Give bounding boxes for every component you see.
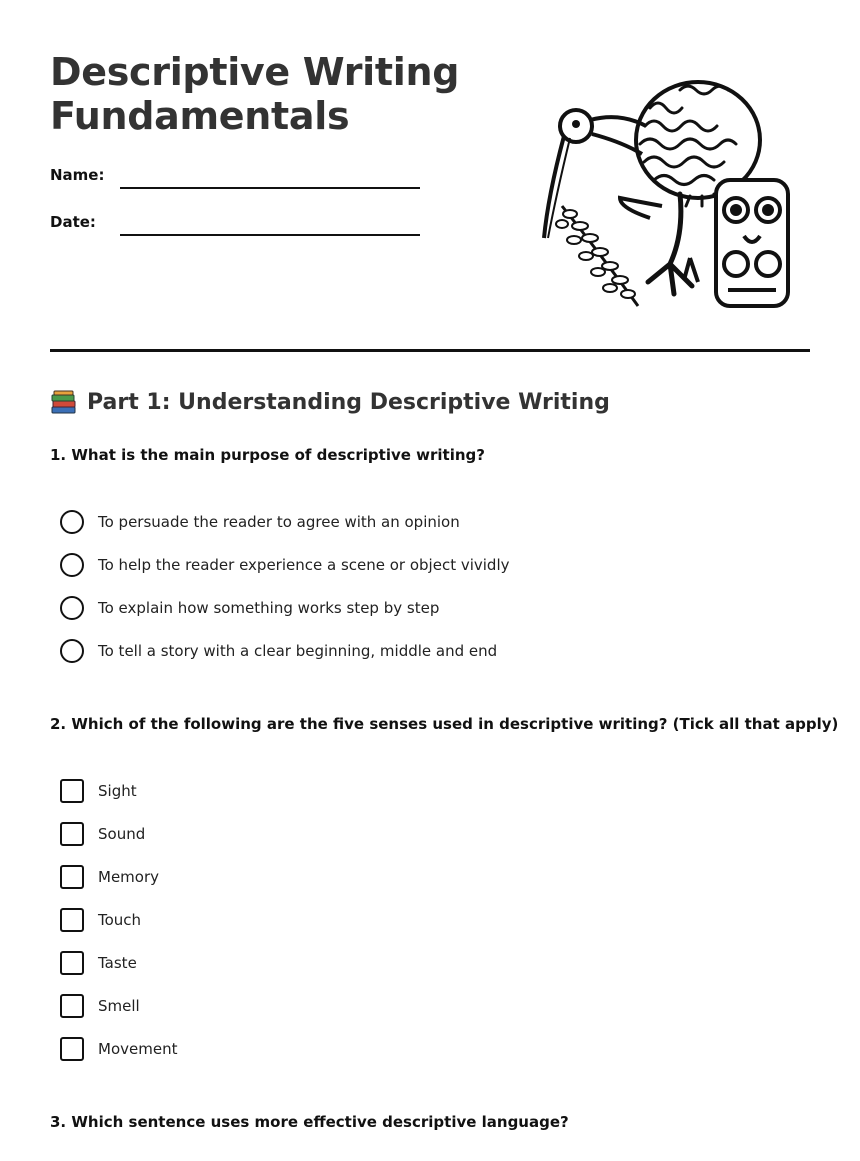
question-2: 2. Which of the following are the five senses used in descriptive writing? (Tick all that apply) <box>50 715 839 733</box>
q1-option-4-label: To tell a story with a clear beginning, middle and end <box>98 642 498 660</box>
q2-option-label: Sight <box>98 782 137 800</box>
q1-option-2[interactable] <box>60 553 510 577</box>
checkbox[interactable] <box>60 1037 84 1061</box>
q2-option-label: Smell <box>98 997 140 1015</box>
q2-option-label: Movement <box>98 1040 178 1058</box>
checkbox[interactable] <box>60 779 84 803</box>
books-icon <box>50 389 77 416</box>
checkbox[interactable] <box>60 908 84 932</box>
q2-option-taste[interactable] <box>60 951 137 975</box>
q2-option-label: Memory <box>98 868 160 886</box>
radio-button[interactable] <box>60 639 84 663</box>
q1-option-1-label: To persuade the reader to agree with an opinion <box>98 513 460 531</box>
q1-option-3[interactable] <box>60 596 439 620</box>
part-1-title: Part 1: Understanding Descriptive Writing <box>87 390 610 415</box>
worksheet-title <box>50 50 490 138</box>
q2-option-movement[interactable] <box>60 1037 177 1061</box>
part-1-heading <box>50 389 610 416</box>
q2-option-sight[interactable] <box>60 779 137 803</box>
radio-button[interactable] <box>60 596 84 620</box>
q2-option-label: Sound <box>98 825 146 843</box>
q2-option-touch[interactable] <box>60 908 141 932</box>
q1-option-1[interactable] <box>60 510 460 534</box>
radio-button[interactable] <box>60 553 84 577</box>
q2-option-memory[interactable] <box>60 865 159 889</box>
name-field[interactable] <box>120 187 420 189</box>
radio-button[interactable] <box>60 510 84 534</box>
question-3: 3. Which sentence uses more effective descriptive language? <box>50 1113 569 1131</box>
q1-option-3-label: To explain how something works step by step <box>98 599 440 617</box>
checkbox[interactable] <box>60 865 84 889</box>
q1-option-2-label: To help the reader experience a scene or object vividly <box>98 556 510 574</box>
q1-option-4[interactable] <box>60 639 497 663</box>
title-line-1: Descriptive Writing <box>50 50 460 94</box>
q2-option-sound[interactable] <box>60 822 145 846</box>
kiwi-illustration <box>540 68 796 316</box>
checkbox[interactable] <box>60 994 84 1018</box>
checkbox[interactable] <box>60 822 84 846</box>
checkbox[interactable] <box>60 951 84 975</box>
title-line-2: Fundamentals <box>50 94 350 138</box>
q2-option-smell[interactable] <box>60 994 140 1018</box>
date-field[interactable] <box>120 234 420 236</box>
name-label: Name: <box>50 166 105 184</box>
q2-option-label: Taste <box>98 954 137 972</box>
question-1: 1. What is the main purpose of descriptive writing? <box>50 446 485 464</box>
date-label: Date: <box>50 213 96 231</box>
section-divider <box>50 349 810 352</box>
q2-option-label: Touch <box>98 911 142 929</box>
